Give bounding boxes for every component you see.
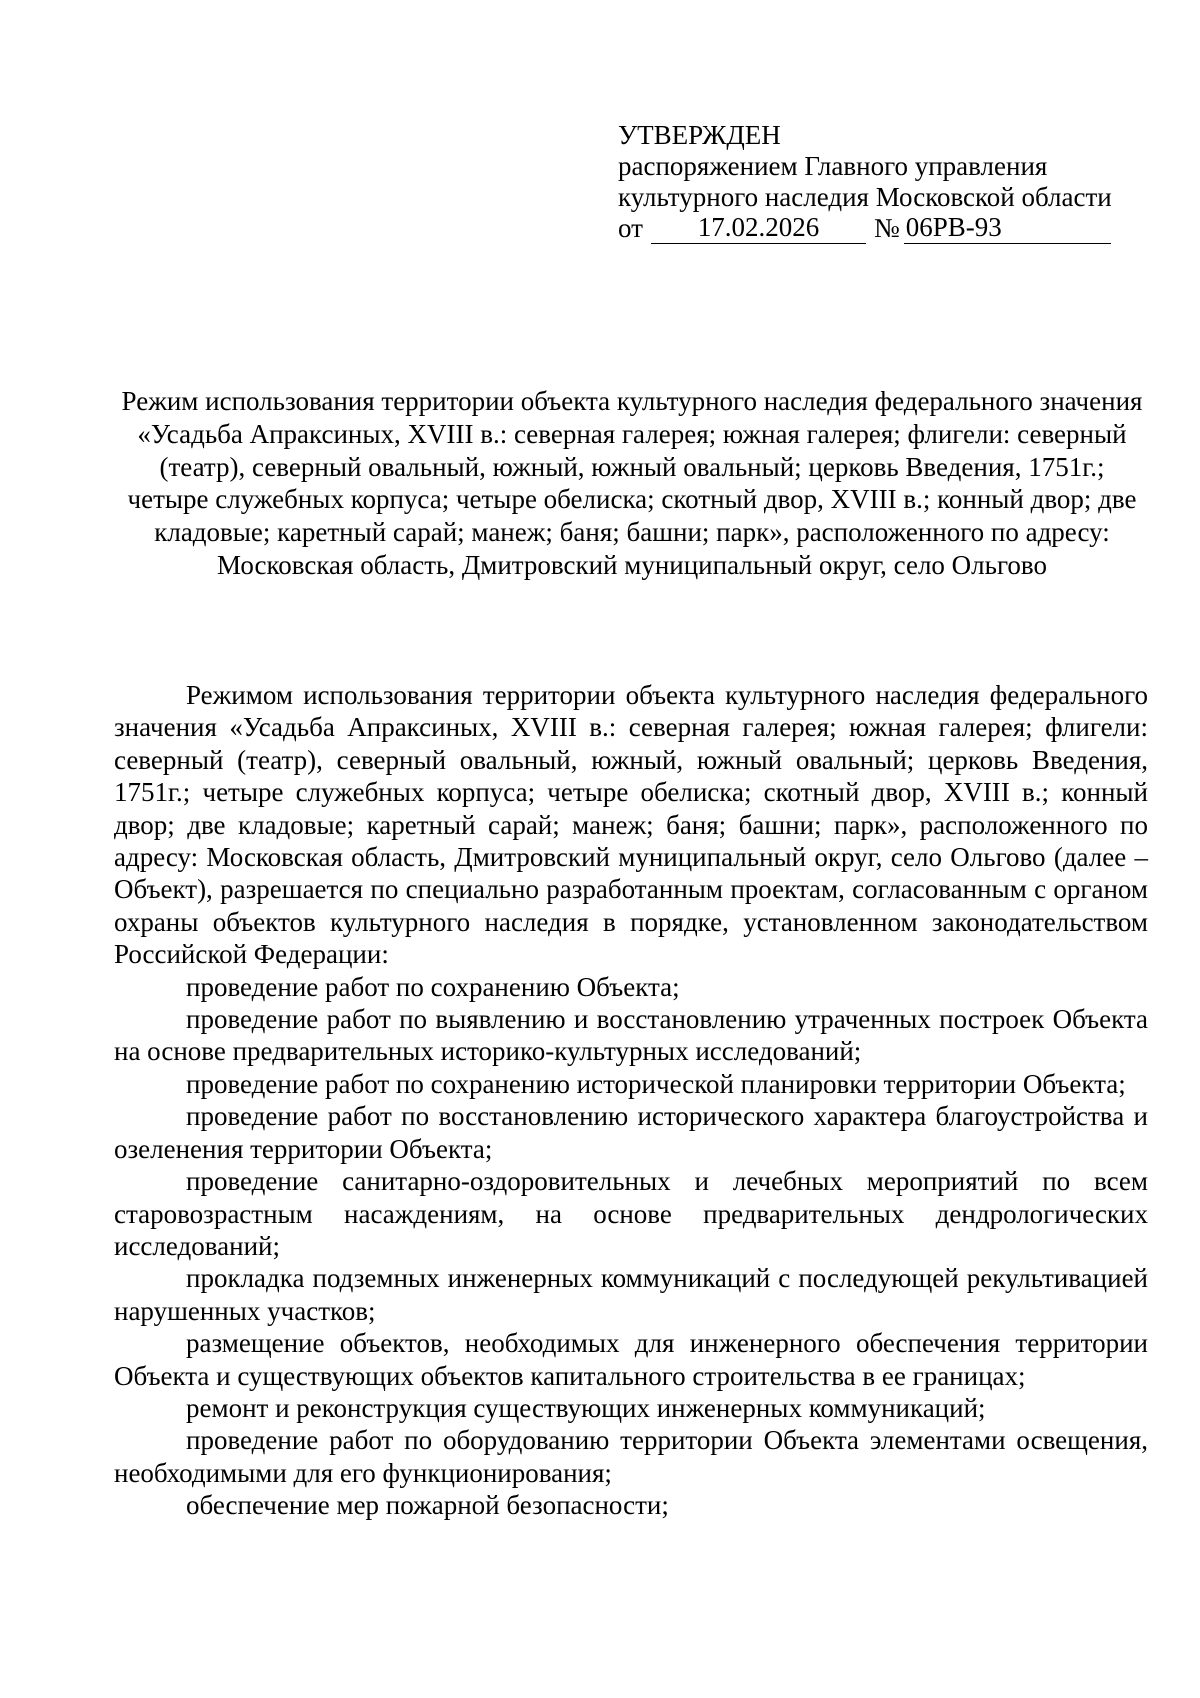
approval-block <box>618 120 1112 244</box>
approval-date: 17.02.2026 <box>651 216 866 244</box>
list-item: проведение работ по выявлению и восстановлению утраченных построек Объекта на основе предварительных историко-культурных исследований; <box>114 1004 1148 1067</box>
list-item: проведение работ по оборудованию территории Объекта элементами освещения, необходимыми для его функционирования; <box>114 1425 1148 1488</box>
list-item: прокладка подземных инженерных коммуникаций с последующей рекультивацией нарушенных участков; <box>114 1263 1148 1326</box>
list-item: ремонт и реконструкция существующих инженерных коммуникаций; <box>186 1392 986 1423</box>
approval-heading: УТВЕРЖДЕН <box>618 120 781 150</box>
list-item: проведение работ по восстановлению исторического характера благоустройства и озеленения территории Объекта; <box>114 1101 1148 1164</box>
list-item: проведение работ по сохранению Объекта; <box>186 971 680 1002</box>
document-body <box>114 679 1148 1522</box>
date-prefix: от <box>618 213 643 243</box>
list-item: обеспечение мер пожарной безопасности; <box>186 1490 669 1521</box>
approval-number: 06РВ-93 <box>904 216 1111 244</box>
approval-line-2: культурного наследия Московской области <box>618 182 1112 212</box>
number-prefix: № <box>873 213 900 243</box>
approval-date-number-line <box>618 213 1112 244</box>
approval-line-1: распоряжением Главного управления <box>618 151 1048 181</box>
list-item: проведение санитарно-оздоровительных и лечебных мероприятий по всем старовозрастным насаждениям, на основе предварительных дендрологических исследований; <box>114 1166 1148 1261</box>
list-item: размещение объектов, необходимых для инженерного обеспечения территории Объекта и существующих объектов капитального строительства в ее границах; <box>114 1328 1148 1391</box>
document-title: Режим использования территории объекта культурного наследия федерального значения «Усадьба Апраксиных, XVIII в.: северная галерея; южная галерея; флигели: северный (театр), северный овальный, южный, южный овальный; церковь Введения, 1751г.; четыре служебных корпуса; четыре обелиска; скотный двор, XVIII в.; конный двор; две кладовые; каретный сарай; манеж; баня; башни; парк», расположенного по адресу: Московская область, Дмитровский муниципальный округ, село Ольгово <box>121 386 1143 580</box>
paragraph-intro: Режимом использования территории объекта культурного наследия федерального значения «Усадьба Апраксиных, XVIII в.: северная галерея; южная галерея; флигели: северный (театр), северный овальный, южный, южный овальный; церковь Введения, 1751г.; четыре служебных корпуса; четыре обелиска; скотный двор, XVIII в.; конный двор; две кладовые; каретный сарай; манеж; баня; башни; парк», расположенного по адресу: Московская область, Дмитровский муниципальный округ, село Ольгово (далее – Объект), разрешается по специально разработанным проектам, согласованным с органом охраны объектов культурного наследия в порядке, установленном законодательством Российской Федерации: <box>114 680 1148 970</box>
list-item: проведение работ по сохранению исторической планировки территории Объекта; <box>186 1068 1126 1099</box>
